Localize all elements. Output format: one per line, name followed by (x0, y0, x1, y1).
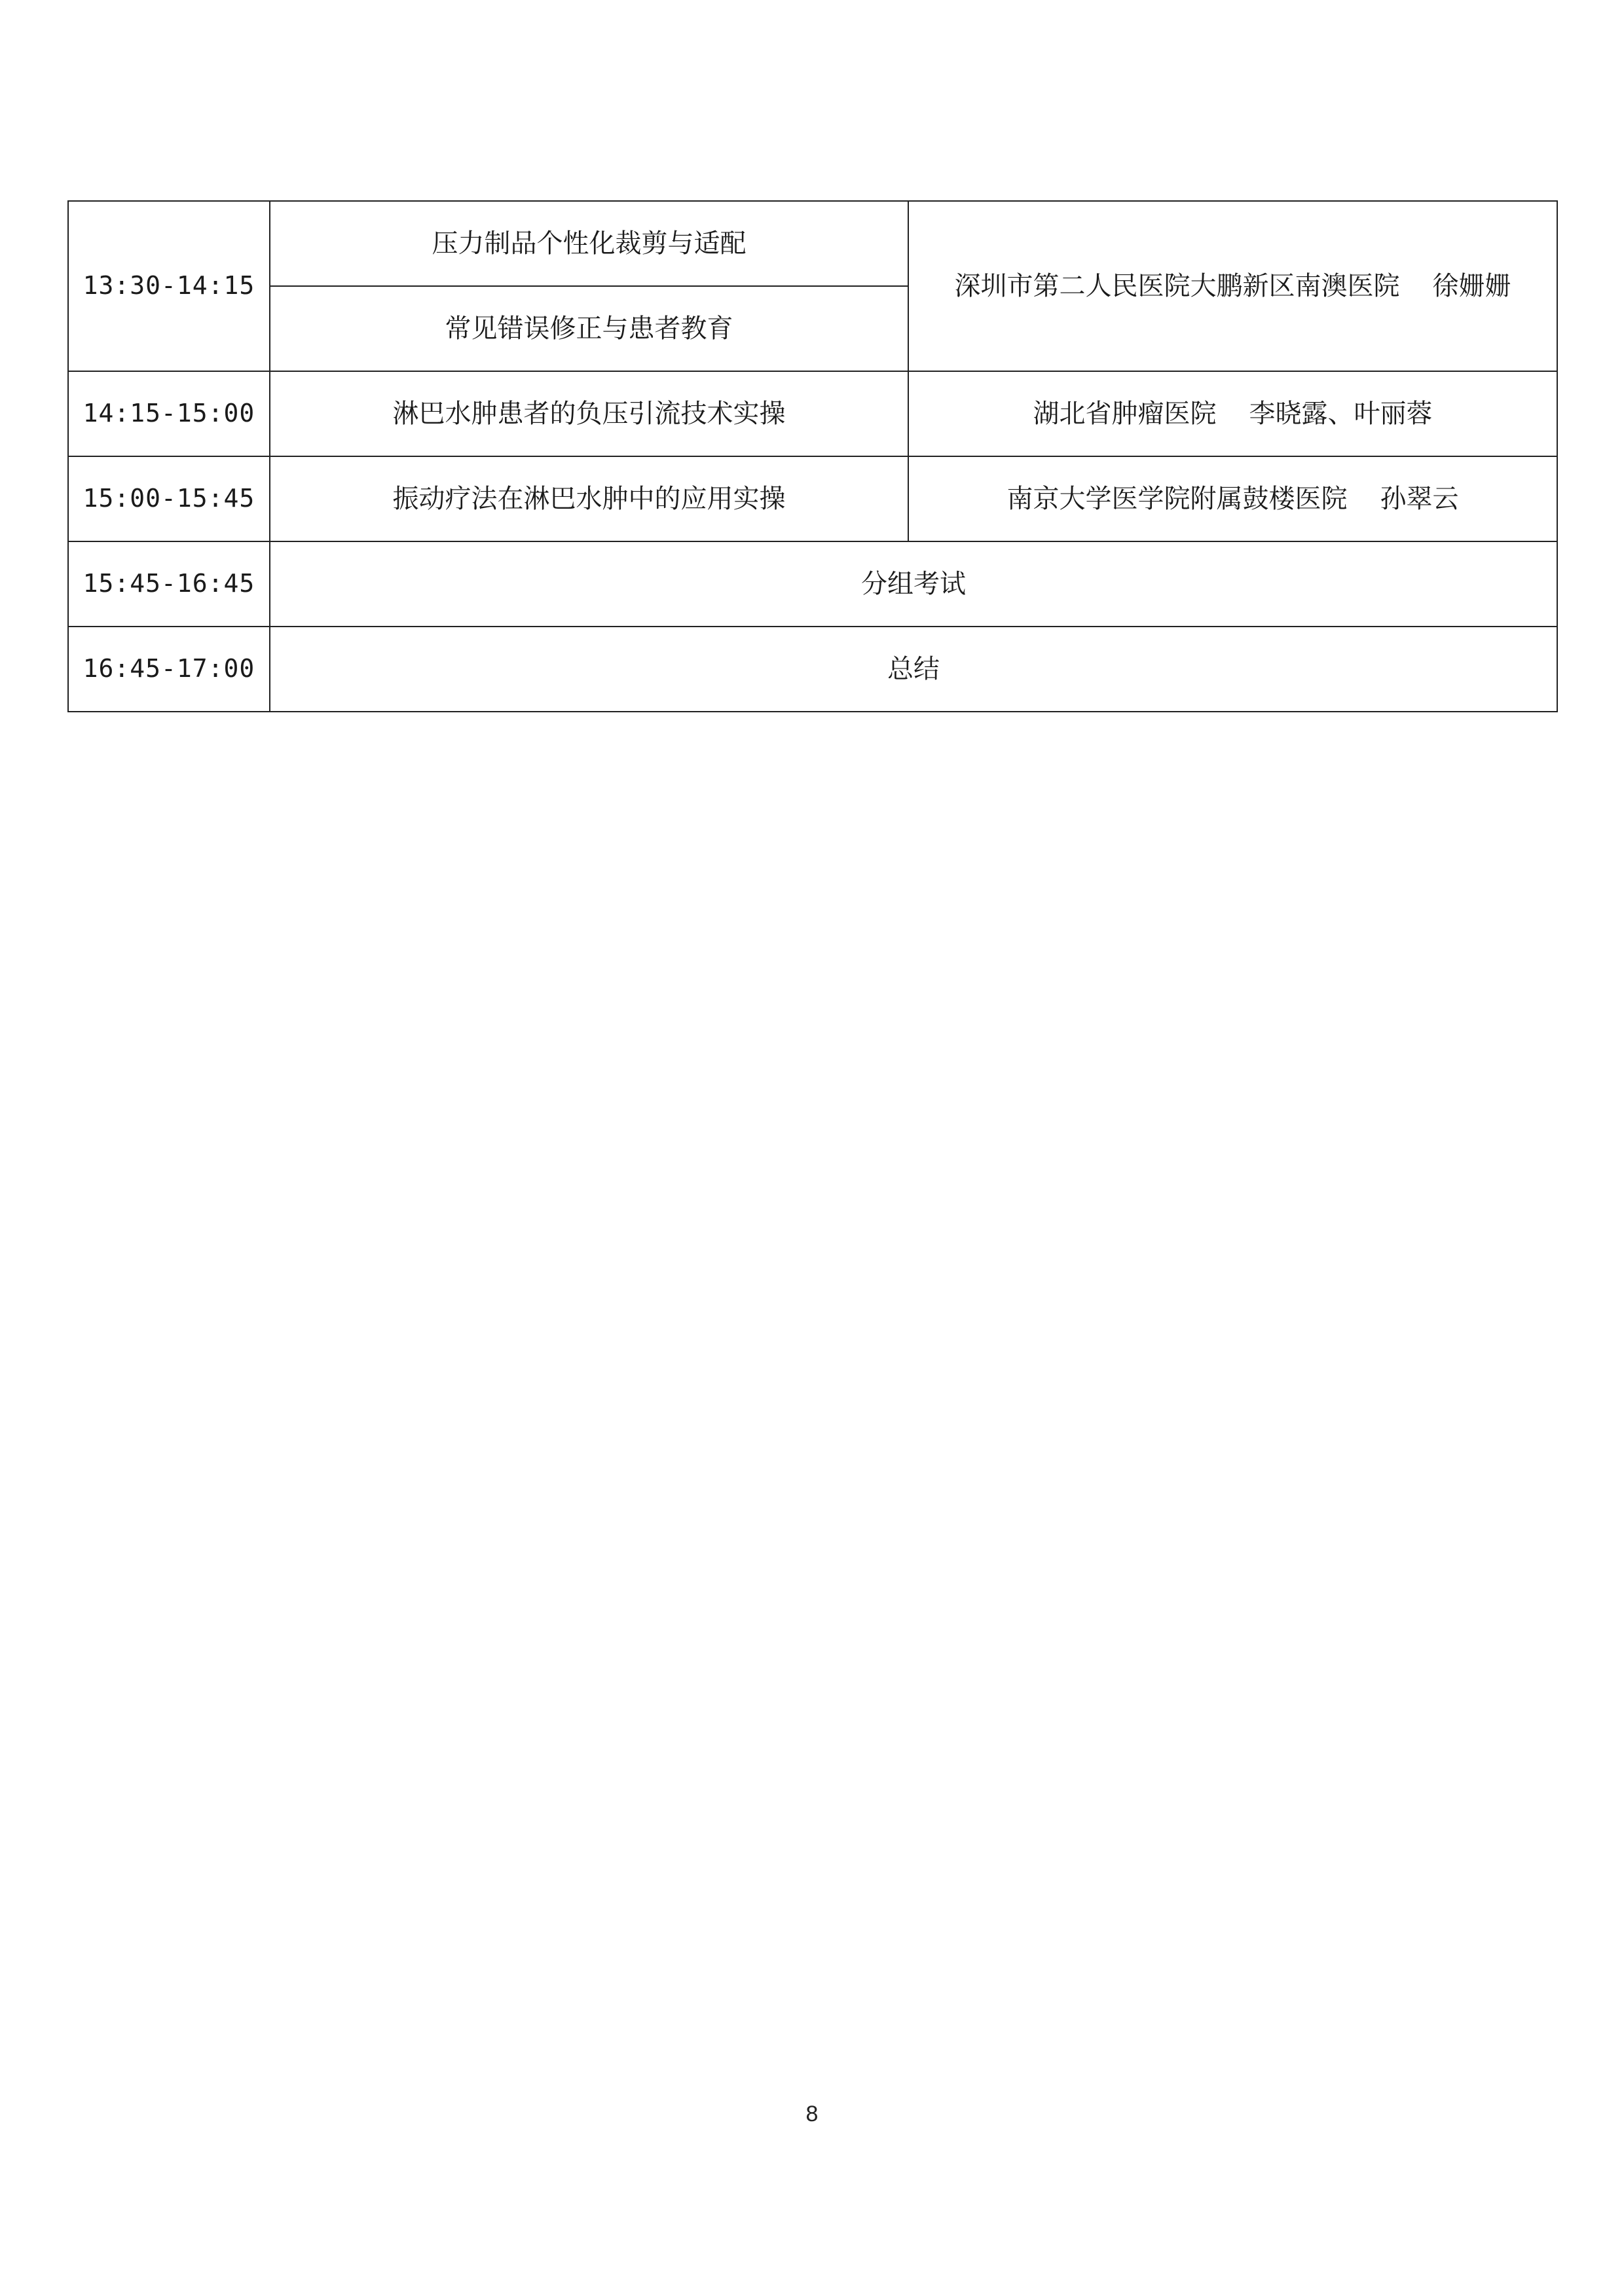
speaker-cell (908, 456, 1557, 541)
speaker-institution: 南京大学医学院附属鼓楼医院 (1006, 484, 1348, 514)
table-row (68, 201, 1557, 286)
table-row (68, 456, 1557, 541)
time-cell: 16:45-17:00 (68, 627, 270, 712)
speaker-cell (908, 371, 1557, 456)
speaker-institution: 湖北省肿瘤医院 (1033, 399, 1217, 429)
speaker-names: 孙翠云 (1380, 484, 1459, 514)
speaker-institution: 深圳市第二人民医院大鹏新区南澳医院 (954, 271, 1400, 301)
time-cell: 14:15-15:00 (68, 371, 270, 456)
speaker-names: 徐姗姗 (1432, 271, 1511, 301)
topic-cell: 常见错误修正与患者教育 (270, 286, 908, 371)
topic-cell: 压力制品个性化裁剪与适配 (270, 201, 908, 286)
speaker-names: 李晓露、叶丽蓉 (1249, 399, 1433, 429)
time-cell: 15:45-16:45 (68, 541, 270, 627)
activity-cell: 总结 (270, 627, 1557, 712)
topic-cell: 振动疗法在淋巴水肿中的应用实操 (270, 456, 908, 541)
time-cell: 13:30-14:15 (68, 201, 270, 371)
page-number: 8 (805, 2102, 819, 2126)
table-row (68, 541, 1557, 627)
time-cell: 15:00-15:45 (68, 456, 270, 541)
activity-cell: 分组考试 (270, 541, 1557, 627)
table-row (68, 371, 1557, 456)
schedule-table (67, 200, 1558, 712)
table-row (68, 627, 1557, 712)
topic-cell: 淋巴水肿患者的负压引流技术实操 (270, 371, 908, 456)
speaker-cell (908, 201, 1557, 371)
